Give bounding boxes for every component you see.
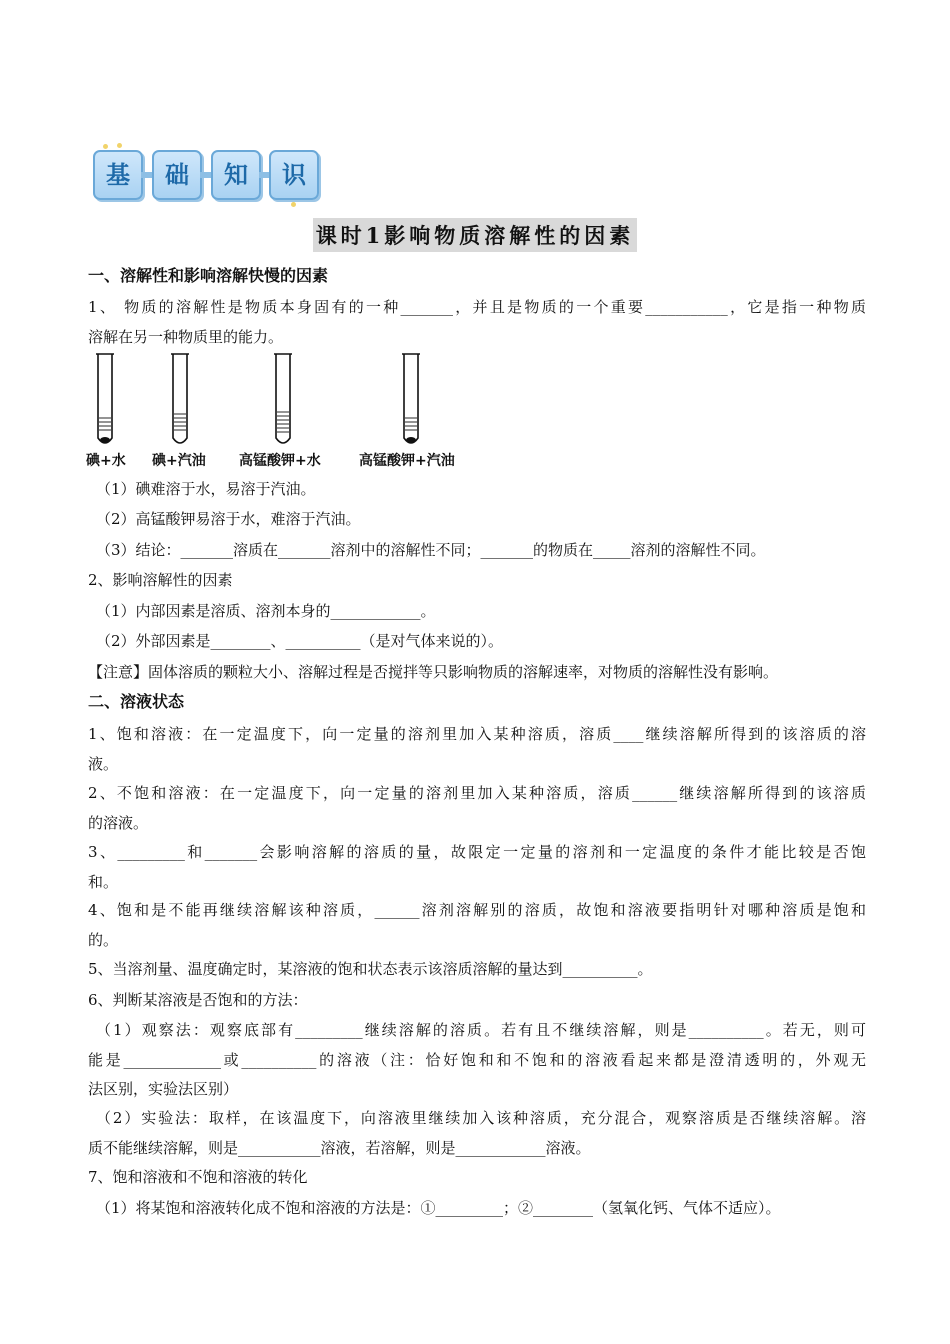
decoration-dot <box>117 143 122 148</box>
observation-line: （3）结论：_______溶质在_______溶剂中的溶解性不同；_______的物质在_____溶剂的溶解性不同。 <box>96 541 766 559</box>
banner-char: 识 <box>269 150 319 200</box>
tube-label: 碘+汽油 <box>152 453 206 469</box>
liquid-lines <box>99 412 417 432</box>
paragraph-line: 溶解在另一种物质里的能力。 <box>88 328 284 346</box>
paragraph-line: （2）实验法：取样，在该温度下，向溶液里继续加入该种溶质，充分混合，观察溶质是否继续溶解。溶 <box>96 1109 866 1127</box>
sediment <box>100 437 416 443</box>
paragraph-line: 1、 物质的溶解性是物质本身固有的一种_______，并且是物质的一个重要___________，它是指一种物质 <box>88 298 866 316</box>
paragraph-line: 和。 <box>88 873 119 891</box>
decoration-dot <box>291 202 296 207</box>
paragraph-line: 2、影响溶解性的因素 <box>88 571 233 589</box>
paragraph-line: （2）外部因素是________、__________（是对气体来说的）。 <box>96 632 504 650</box>
paragraph-line: 液。 <box>88 755 119 773</box>
paragraph-line: 6、判断某溶液是否饱和的方法： <box>88 991 308 1009</box>
section-heading: 一、溶解性和影响溶解快慢的因素 <box>88 266 329 285</box>
paragraph-line: （1）内部因素是溶质、溶剂本身的____________。 <box>96 602 436 620</box>
test-tubes-figure <box>86 352 486 472</box>
section-banner <box>93 150 323 200</box>
paragraph-line: （1）观察法：观察底部有_________继续溶解的溶质。若有且不继续溶解，则是__________。若无，则可 <box>96 1021 866 1039</box>
paragraph-line: 3、_________和_______会影响溶解的溶质的量，故限定一定量的溶剂和一定温度的条件才能比较是否饱 <box>88 843 866 861</box>
note-line: 【注意】固体溶质的颗粒大小、溶解过程是否搅拌等只影响物质的溶解速率，对物质的溶解性没有影响。 <box>88 663 779 681</box>
test-tube <box>96 354 420 443</box>
paragraph-line: 质不能继续溶解，则是___________溶液，若溶解，则是____________溶液。 <box>88 1139 591 1157</box>
paragraph-line: （1）将某饱和溶液转化成不饱和溶液的方法是：①_________；②________（氢氧化钙、气体不适应）。 <box>96 1199 781 1217</box>
banner-char: 基 <box>93 150 143 200</box>
paragraph-line: 法区别，实验法区别） <box>88 1080 239 1098</box>
decoration-dot <box>103 144 108 149</box>
tube-label: 高锰酸钾+水 <box>239 453 321 469</box>
banner-char: 知 <box>211 150 261 200</box>
paragraph-line: 能是_____________或__________的溶液（注：恰好饱和和不饱和的溶液看起来都是澄清透明的，外观无 <box>88 1051 866 1069</box>
test-tubes-svg <box>86 352 486 452</box>
tube-label: 高锰酸钾+汽油 <box>359 453 455 469</box>
section-heading: 二、溶液状态 <box>88 692 185 711</box>
paragraph-line: 的。 <box>88 931 119 949</box>
lesson-title: 课时1影响物质溶解性的因素 <box>0 218 950 252</box>
paragraph-line: 7、饱和溶液和不饱和溶液的转化 <box>88 1168 308 1186</box>
paragraph-line: 的溶液。 <box>88 814 149 832</box>
paragraph-line: 5、当溶剂量、温度确定时，某溶液的饱和状态表示该溶质溶解的量达到__________。 <box>88 960 653 978</box>
banner-char: 础 <box>152 150 202 200</box>
paragraph-line: 4、饱和是不能再继续溶解该种溶质，______溶剂溶解别的溶质，故饱和溶液要指明针对哪种溶质是饱和 <box>88 901 866 919</box>
paragraph-line: 1、饱和溶液：在一定温度下，向一定量的溶剂里加入某种溶质，溶质____继续溶解所得到的该溶质的溶 <box>88 725 866 743</box>
paragraph-line: 2、不饱和溶液：在一定温度下，向一定量的溶剂里加入某种溶质，溶质______继续溶解所得到的该溶质 <box>88 784 866 802</box>
tube-label: 碘+水 <box>86 453 126 469</box>
observation-line: （1）碘难溶于水，易溶于汽油。 <box>96 480 316 498</box>
observation-line: （2）高锰酸钾易溶于水，难溶于汽油。 <box>96 510 361 528</box>
